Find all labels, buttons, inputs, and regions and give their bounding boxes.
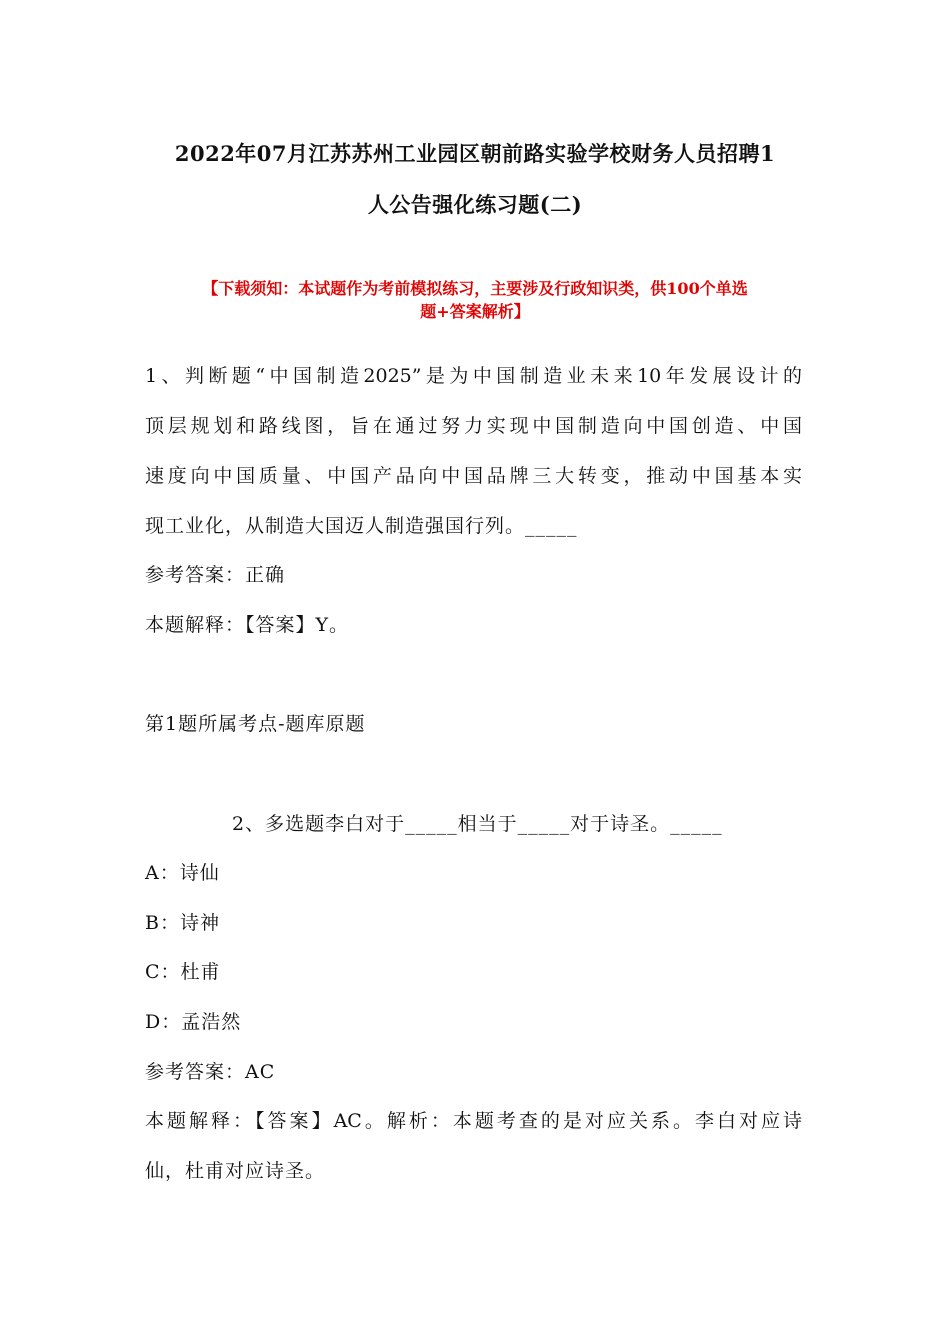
question-2-stem: 2、多选题李白对于_____相当于_____对于诗圣。_____: [232, 813, 723, 835]
question-2-answer: 参考答案：AC: [145, 1061, 276, 1083]
document-title-line-2: 人公告强化练习题(二): [367, 192, 583, 217]
question-1-answer: 参考答案：正确: [145, 564, 286, 586]
question-2-option-d: D：孟浩然: [145, 1011, 242, 1033]
question-2-option-a: A：诗仙: [145, 862, 220, 884]
question-1-explanation: 本题解释：【答案】Y。: [145, 614, 350, 636]
question-1-line-2: 顶层规划和路线图，旨在通过努力实现中国制造向中国创造、中国: [145, 415, 802, 437]
question-2-explanation-line-1: 本题解释：【答案】AC。解析：本题考查的是对应关系。李白对应诗: [145, 1110, 802, 1132]
question-1-line-3: 速度向中国质量、中国产品向中国品牌三大转变，推动中国基本实: [145, 465, 802, 487]
question-1-source: 第1题所属考点-题库原题: [145, 713, 366, 735]
download-notice-line-1: 【下载须知：本试题作为考前模拟练习，主要涉及行政知识类，供100个单选: [202, 279, 748, 298]
document-title-line-1: 2022年07月江苏苏州工业园区朝前路实验学校财务人员招聘1: [174, 141, 776, 166]
question-1-line-4: 现工业化，从制造大国迈人制造强国行列。_____: [145, 515, 578, 537]
question-1-line-1: 1、判断题“中国制造2025”是为中国制造业未来10年发展设计的: [145, 365, 802, 387]
question-2-option-b: B：诗神: [145, 912, 220, 934]
download-notice-line-2: 题+答案解析】: [420, 302, 530, 321]
question-2-option-c: C：杜甫: [145, 961, 221, 983]
question-2-explanation-line-2: 仙，杜甫对应诗圣。: [145, 1160, 326, 1182]
